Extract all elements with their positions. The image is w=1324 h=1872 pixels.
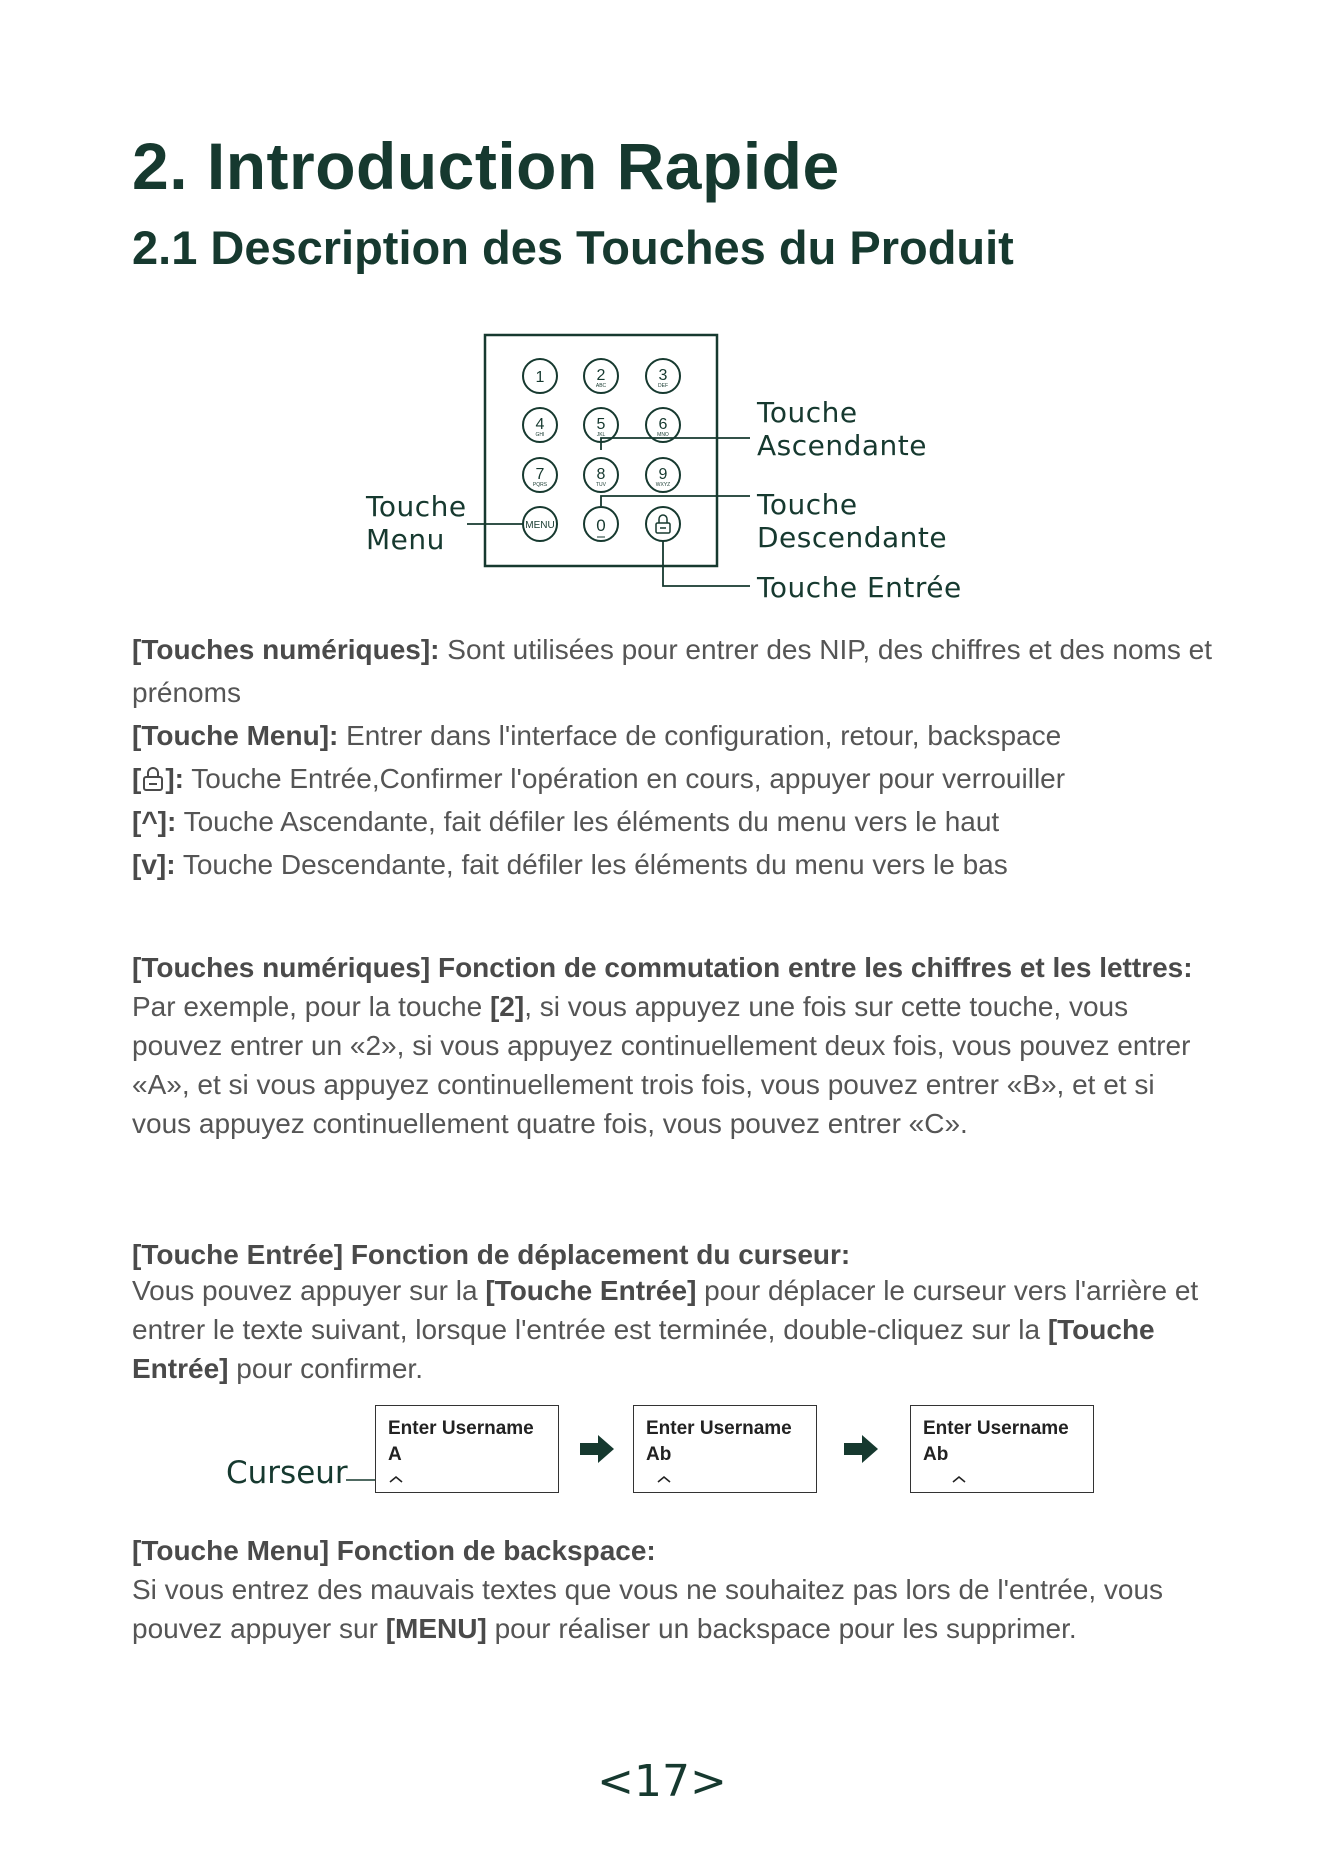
- caret-icon: [388, 1474, 404, 1484]
- label-menu: Touche Menu: [366, 490, 467, 556]
- arrow-right-icon: [844, 1433, 880, 1465]
- key-letters: PQRS: [532, 482, 548, 488]
- key-letters: ABC: [595, 383, 607, 389]
- key-grid: [523, 359, 680, 492]
- key-digit: 6: [658, 416, 668, 433]
- desc-menu: [Touche Menu]: Entrer dans l'interface de configuration, retour, backspace: [132, 720, 1062, 751]
- key-8: [584, 458, 618, 492]
- key-9: [646, 458, 680, 492]
- key-letters: WXYZ: [655, 482, 671, 488]
- key-digit: 1: [535, 369, 545, 386]
- screen-step-3: [910, 1405, 1094, 1493]
- screen-value: A: [388, 1444, 402, 1465]
- section-switch: [132, 949, 1217, 1143]
- key-5: [584, 408, 618, 442]
- key-3: [646, 359, 680, 393]
- desc-numeric: [Touches numériques]: Sont utilisées pour entrer des NIP, des chiffres et des noms et prénoms: [132, 634, 1213, 708]
- cursor-label: Curseur: [226, 1455, 348, 1491]
- key-letters: JKL: [596, 432, 606, 438]
- label-up: Touche Ascendante: [757, 396, 927, 462]
- arrow-right-icon: [580, 1433, 616, 1465]
- screen-value: Ab: [646, 1444, 672, 1465]
- key-digit: 5: [596, 416, 606, 433]
- key-1: [523, 359, 557, 393]
- key-4: [523, 408, 557, 442]
- key-digit: 7: [535, 466, 545, 483]
- desc-down: [v]: Touche Descendante, fait défiler les éléments du menu vers le bas: [132, 849, 1008, 880]
- keypad-illustration: [350, 320, 970, 610]
- lock-icon: [141, 766, 165, 792]
- caret-icon: [951, 1474, 967, 1484]
- enter-key: [646, 507, 680, 541]
- section-backspace-body: Si vous entrez des mauvais textes que vous ne souhaitez pas lors de l'entrée, vous pouvez appuyer sur [MENU] pour réaliser un backspace pour les supprimer.: [132, 1574, 1164, 1644]
- key-letters: TUV: [596, 482, 606, 488]
- screen-step-1: [375, 1405, 559, 1493]
- desc-up: [^]: Touche Ascendante, fait défiler les éléments du menu vers le haut: [132, 806, 1000, 837]
- label-down: Touche Descendante: [757, 488, 948, 554]
- key-digit: 9: [658, 466, 668, 483]
- label-enter: Touche Entrée: [757, 571, 962, 604]
- key-digit: 4: [535, 416, 545, 433]
- enter-leader-line: [663, 541, 750, 586]
- key-7: [523, 458, 557, 492]
- section-switch-body: Par exemple, pour la touche [2], si vous appuyez une fois sur cette touche, vous pouvez entrer un «2», si vous appuyez continuellement deux fois, vous pouvez entrer «A», et si vous appuyez continuellement trois fois, vous pouvez entrer «B», et et si vous appuyez continuellement quatre fois, vous pouvez entrer «C».: [132, 991, 1191, 1139]
- down-leader-line: [601, 496, 750, 506]
- section-backspace: [132, 1532, 1217, 1648]
- zero-key-label: 0: [596, 516, 606, 535]
- screen-title: Enter Username: [388, 1418, 534, 1439]
- key-6: [646, 408, 680, 442]
- key-2: [584, 359, 618, 393]
- key-letters: MNO: [657, 432, 669, 438]
- key-digit: 8: [596, 466, 606, 483]
- page-number: <17>: [597, 1756, 727, 1807]
- key-letters: GHI: [535, 432, 545, 438]
- keypad-diagram: [350, 320, 970, 610]
- section-cursor-body: Vous pouvez appuyer sur la [Touche Entrée] pour déplacer le curseur vers l'arrière et entrer le texte suivant, lorsque l'entrée est terminée, double-cliquez sur la [Touche Entrée] pour confirmer.: [132, 1275, 1199, 1384]
- section-switch-title: [Touches numériques] Fonction de commutation entre les chiffres et les lettres:: [132, 952, 1193, 983]
- screen-value: Ab: [923, 1444, 949, 1465]
- key-descriptions: [132, 628, 1212, 886]
- key-digit: 3: [658, 367, 668, 384]
- screen-title: Enter Username: [646, 1418, 792, 1439]
- page-heading: 2. Introduction Rapide: [132, 129, 840, 203]
- key-digit: 2: [596, 367, 606, 384]
- screen-title: Enter Username: [923, 1418, 1069, 1439]
- screen-step-2: [633, 1405, 817, 1493]
- key-letters: DEF: [658, 383, 668, 389]
- caret-icon: [656, 1474, 672, 1484]
- section-backspace-title: [Touche Menu] Fonction de backspace:: [132, 1535, 656, 1566]
- up-leader-line: [601, 438, 750, 450]
- menu-key-label: MENU: [525, 520, 555, 531]
- lock-icon: [656, 515, 670, 533]
- section-cursor: [132, 1238, 1217, 1388]
- section-subheading: 2.1 Description des Touches du Produit: [132, 221, 1014, 274]
- section-cursor-title: [Touche Entrée] Fonction de déplacement du curseur:: [132, 1239, 851, 1270]
- desc-enter: [ ]: Touche Entrée,Confirmer l'opération en cours, appuyer pour verrouiller: [132, 763, 1066, 794]
